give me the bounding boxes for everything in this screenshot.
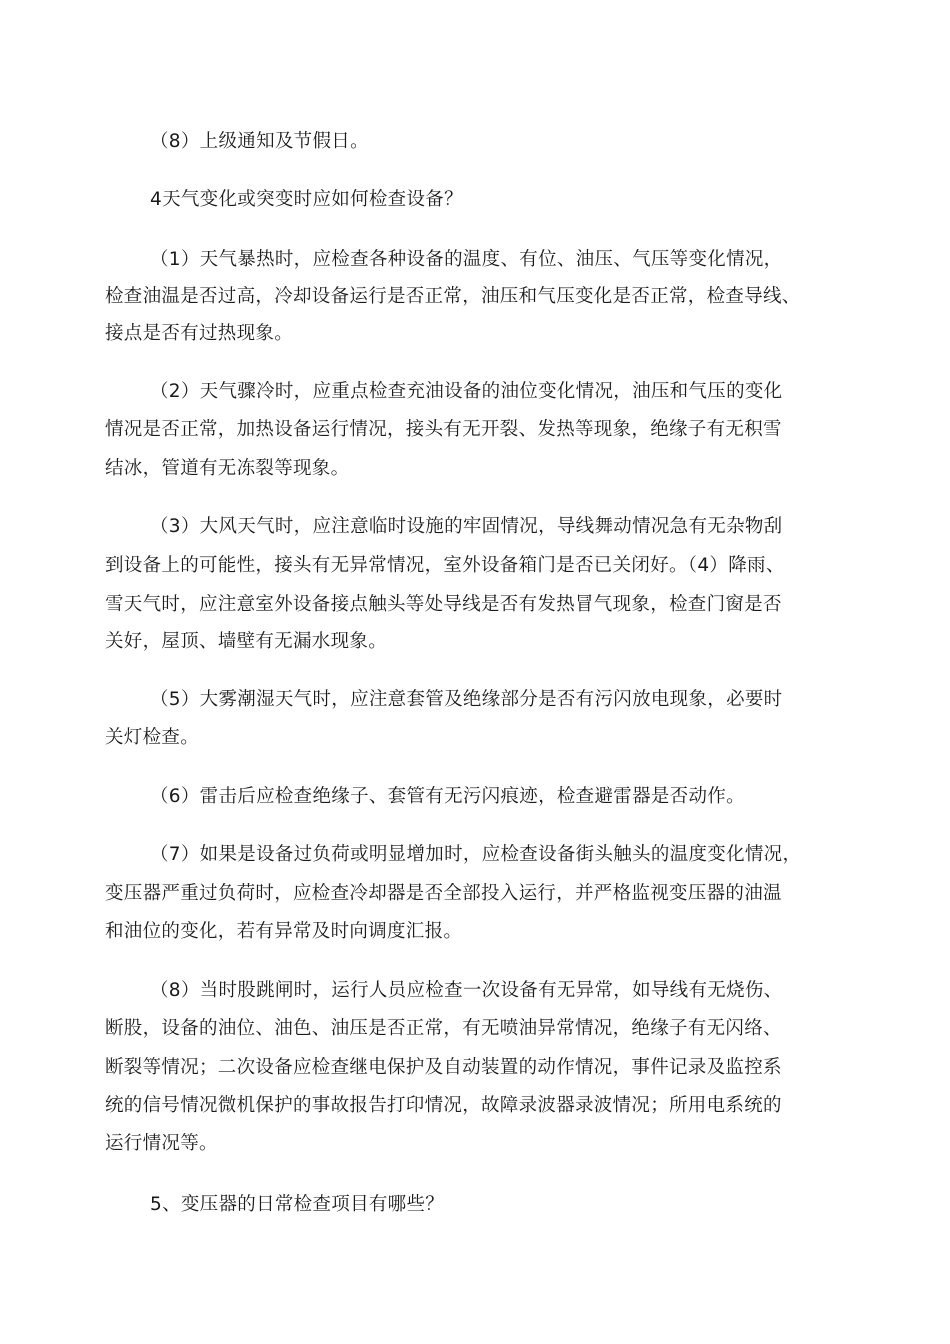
text-line: （5）大雾潮湿天气时，应注意套管及绝缘部分是否有污闪放电现象，必要时: [150, 689, 783, 710]
text-line: 接点是否有过热现象。: [105, 323, 294, 344]
text-line: 情况是否正常，加热设备运行情况，接头有无开裂、发热等现象，绝缘子有无积雪: [105, 419, 782, 440]
text-line: 雪天气时，应注意室外设备接点触头等处导线是否有发热冒气现象，检查门窗是否: [105, 594, 782, 615]
text-line: 检查油温是否过高，冷却设备运行是否正常，油压和气压变化是否正常，检查导线、: [105, 286, 801, 307]
text-line: （2）天气骤冷时，应重点检查充油设备的油位变化情况，油压和气压的变化: [150, 381, 783, 402]
text-line: （1）天气暴热时，应检查各种设备的温度、有位、油压、气压等变化情况，: [150, 249, 783, 270]
text-line: 结冰，管道有无冻裂等现象。: [105, 458, 350, 479]
section-heading: 4天气变化或突变时应如何检查设备？: [150, 189, 463, 210]
text-line: 关好，屋顶、墙壁有无漏水现象。: [105, 631, 388, 652]
text-line: （7）如果是设备过负荷或明显增加时，应检查设备街头触头的温度变化情况，: [150, 844, 802, 865]
section-heading: 5、变压器的日常检查项目有哪些？: [150, 1194, 445, 1215]
text-line: 断裂等情况；二次设备应检查继电保护及自动装置的动作情况，事件记录及监控系: [105, 1057, 782, 1078]
text-line: （8）当时股跳闸时，运行人员应检查一次设备有无异常，如导线有无烧伤、: [150, 980, 783, 1001]
text-line: （3）大风天气时，应注意临时设施的牢固情况，导线舞动情况急有无杂物刮: [150, 516, 783, 537]
text-line: 变压器严重过负荷时，应检查冷却器是否全部投入运行，并严格监视变压器的油温: [105, 883, 782, 904]
text-line: 断股，设备的油位、油色、油压是否正常，有无喷油异常情况，绝缘子有无闪络、: [105, 1018, 782, 1039]
text-line: （6）雷击后应检查绝缘子、套管有无污闪痕迹，检查避雷器是否动作。: [150, 786, 745, 807]
text-line: 关灯检查。: [105, 727, 200, 748]
text-line: （8）上级通知及节假日。: [150, 131, 369, 152]
text-line: 统的信号情况微机保护的事故报告打印情况，故障录波器录波情况；所用电系统的: [105, 1095, 782, 1116]
text-line: 到设备上的可能性，接头有无异常情况，室外设备箱门是否已关闭好。（4）降雨、: [105, 555, 785, 576]
text-line: 和油位的变化，若有异常及时向调度汇报。: [105, 921, 463, 942]
text-line: 运行情况等。: [105, 1133, 218, 1154]
